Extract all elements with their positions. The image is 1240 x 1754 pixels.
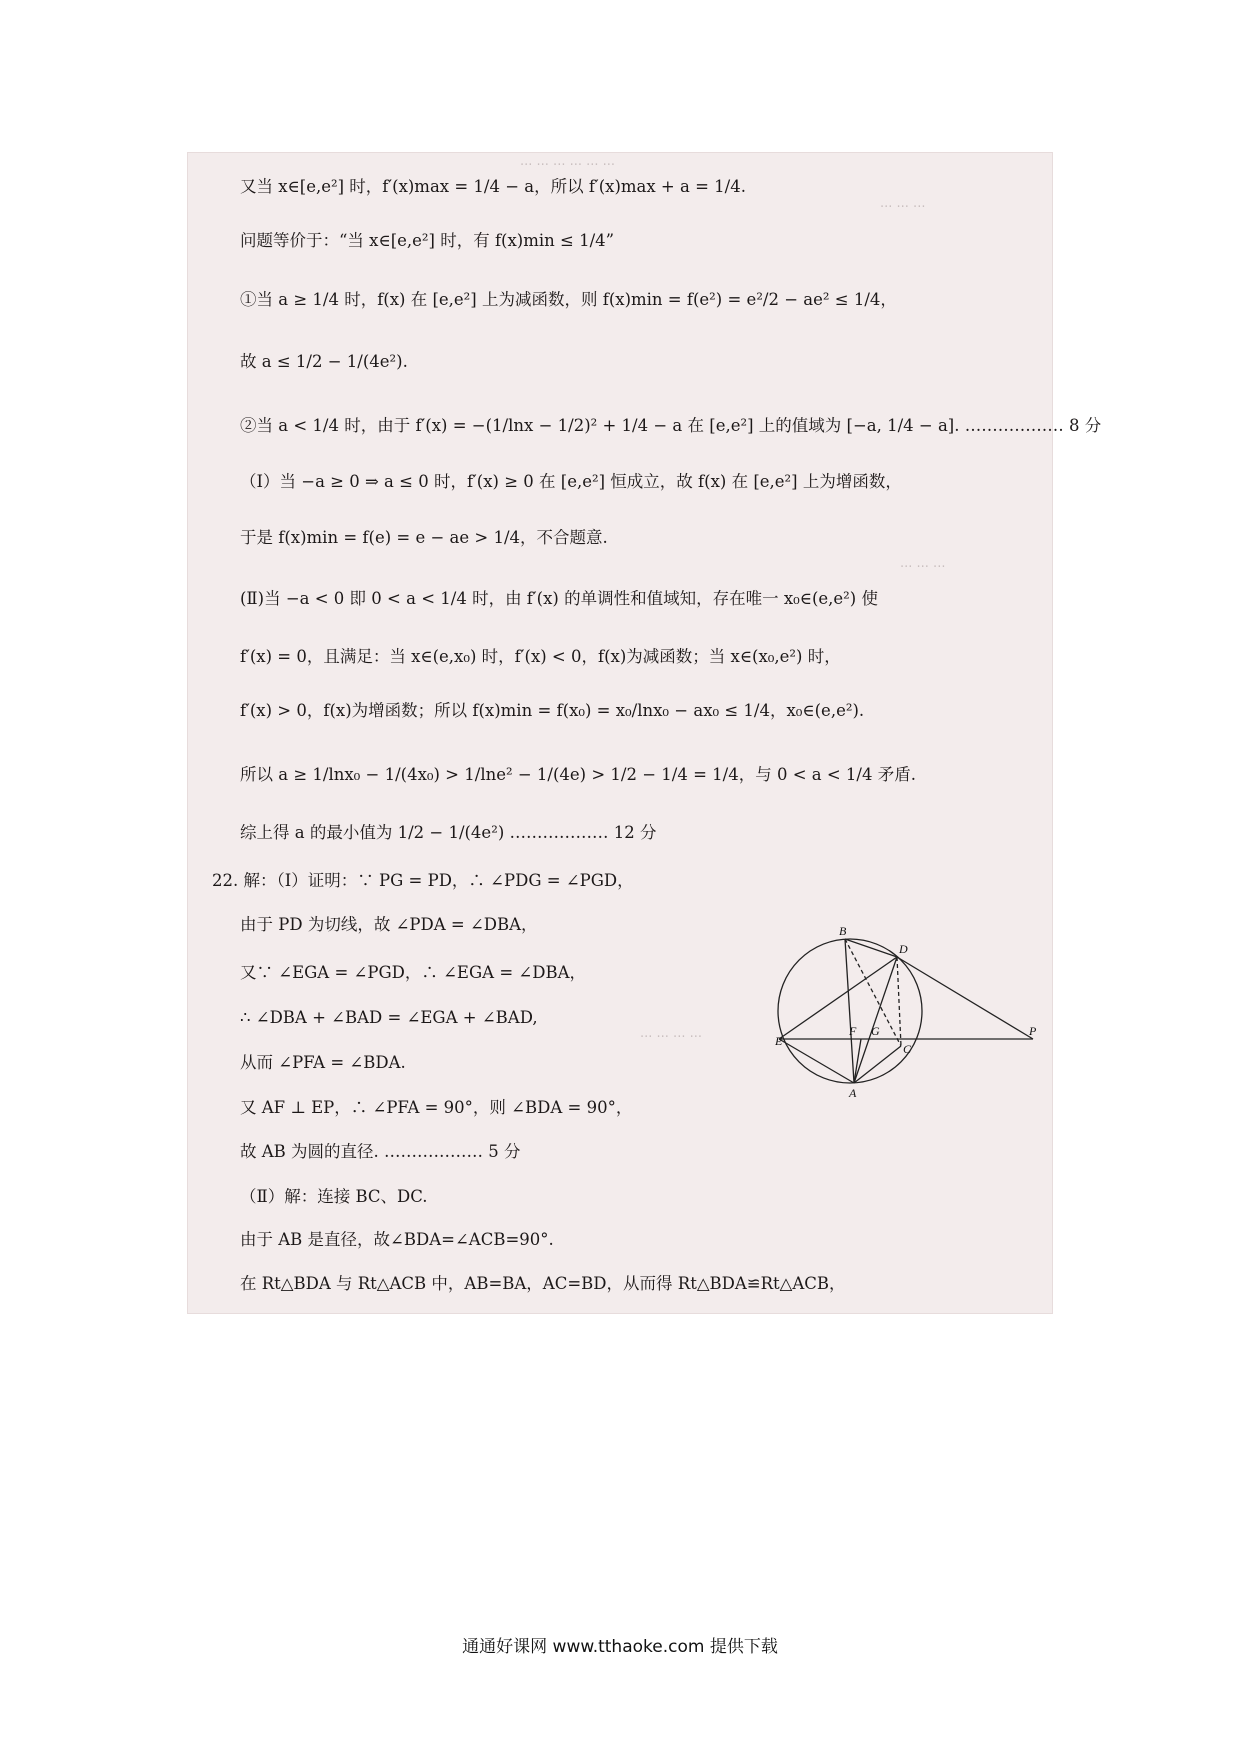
label-e: E	[775, 1034, 783, 1048]
solution-line-2: 问题等价于：“当 x∈[e,e²] 时，有 f(x)min ≤ 1/4”	[240, 231, 615, 250]
q22-line-1: 22. 解：（Ⅰ）证明：∵ PG = PD，∴ ∠PDG = ∠PGD，	[212, 871, 634, 890]
solution-line-7: 于是 f(x)min = f(e) = e − ae > 1/4，不合题意.	[240, 528, 608, 547]
segment-ad	[854, 957, 897, 1083]
solution-line-3: ①当 a ≥ 1/4 时，f(x) 在 [e,e²] 上为减函数，则 f(x)min = f(e²) = e²/2 − ae² ≤ 1/4，	[240, 290, 897, 309]
q22-line-2: 由于 PD 为切线，故 ∠PDA = ∠DBA，	[240, 915, 538, 934]
label-d: D	[899, 942, 908, 956]
q22-line-3: 又∵ ∠EGA = ∠PGD，∴ ∠EGA = ∠DBA，	[240, 963, 586, 982]
label-p: P	[1029, 1024, 1037, 1038]
segment-fa	[854, 1039, 861, 1083]
segment-ba	[845, 939, 854, 1083]
segment-dp	[897, 957, 1033, 1039]
q22-line-8: （Ⅱ）解：连接 BC、DC.	[240, 1187, 428, 1206]
q22-line-7: 故 AB 为圆的直径. ……………… 5 分	[240, 1142, 521, 1161]
solution-line-12: 综上得 a 的最小值为 1/2 − 1/(4e²) ……………… 12 分	[240, 823, 657, 842]
bleed-through-text: ··· ··· ··· ··· ··· ···	[520, 158, 616, 173]
label-c: C	[903, 1042, 912, 1056]
q22-line-10: 在 Rt△BDA 与 Rt△ACB 中，AB=BA，AC=BD，从而得 Rt△BDA≌Rt△ACB，	[240, 1274, 846, 1293]
label-b: B	[839, 925, 847, 938]
bleed-through-text: ··· ··· ···	[900, 560, 946, 575]
label-f: F	[849, 1024, 857, 1038]
footer-source: 通通好课网 www.tthaoke.com 提供下载	[462, 1637, 778, 1657]
q22-line-5: 从而 ∠PFA = ∠BDA.	[240, 1053, 406, 1072]
solution-line-5: ②当 a < 1/4 时，由于 f′(x) = −(1/lnx − 1/2)² + 1/4 − a 在 [e,e²] 上的值域为 [−a, 1/4 − a]. ……………… 8 分	[240, 416, 1102, 435]
segment-ea	[779, 1039, 854, 1083]
solution-line-11: 所以 a ≥ 1/lnx₀ − 1/(4x₀) > 1/lne² − 1/(4e) > 1/2 − 1/4 = 1/4，与 0 < a < 1/4 矛盾.	[240, 765, 916, 784]
q22-line-9: 由于 AB 是直径，故∠BDA=∠ACB=90°.	[240, 1230, 554, 1249]
solution-line-10: f′(x) > 0，f(x)为增函数；所以 f(x)min = f(x₀) = x₀/lnx₀ − ax₀ ≤ 1/4，x₀∈(e,e²).	[240, 701, 865, 720]
solution-line-9: f′(x) = 0，且满足：当 x∈(e,x₀) 时，f′(x) < 0，f(x)为减函数；当 x∈(x₀,e²) 时，	[240, 647, 841, 666]
label-a: A	[849, 1086, 857, 1100]
solution-line-6: （Ⅰ）当 −a ≥ 0 ⇒ a ≤ 0 时，f′(x) ≥ 0 在 [e,e²] 恒成立，故 f(x) 在 [e,e²] 上为增函数，	[240, 472, 902, 491]
q22-line-4: ∴ ∠DBA + ∠BAD = ∠EGA + ∠BAD,	[240, 1008, 538, 1027]
bleed-through-text: ··· ··· ··· ···	[640, 1030, 702, 1045]
geometry-diagram	[775, 925, 1045, 1120]
segment-dc	[897, 957, 901, 1046]
bleed-through-text: ··· ··· ···	[880, 200, 926, 215]
solution-line-4: 故 a ≤ 1/2 − 1/(4e²).	[240, 352, 408, 371]
solution-line-1: 又当 x∈[e,e²] 时，f′(x)max = 1/4 − a，所以 f′(x)max + a = 1/4.	[240, 177, 746, 196]
solution-line-8: (Ⅱ)当 −a < 0 即 0 < a < 1/4 时，由 f′(x) 的单调性和值域知，存在唯一 x₀∈(e,e²) 使	[240, 589, 878, 608]
label-g: G	[871, 1024, 880, 1038]
q22-line-6: 又 AF ⊥ EP，∴ ∠PFA = 90°，则 ∠BDA = 90°，	[240, 1098, 633, 1117]
scanned-page	[187, 152, 1053, 1314]
